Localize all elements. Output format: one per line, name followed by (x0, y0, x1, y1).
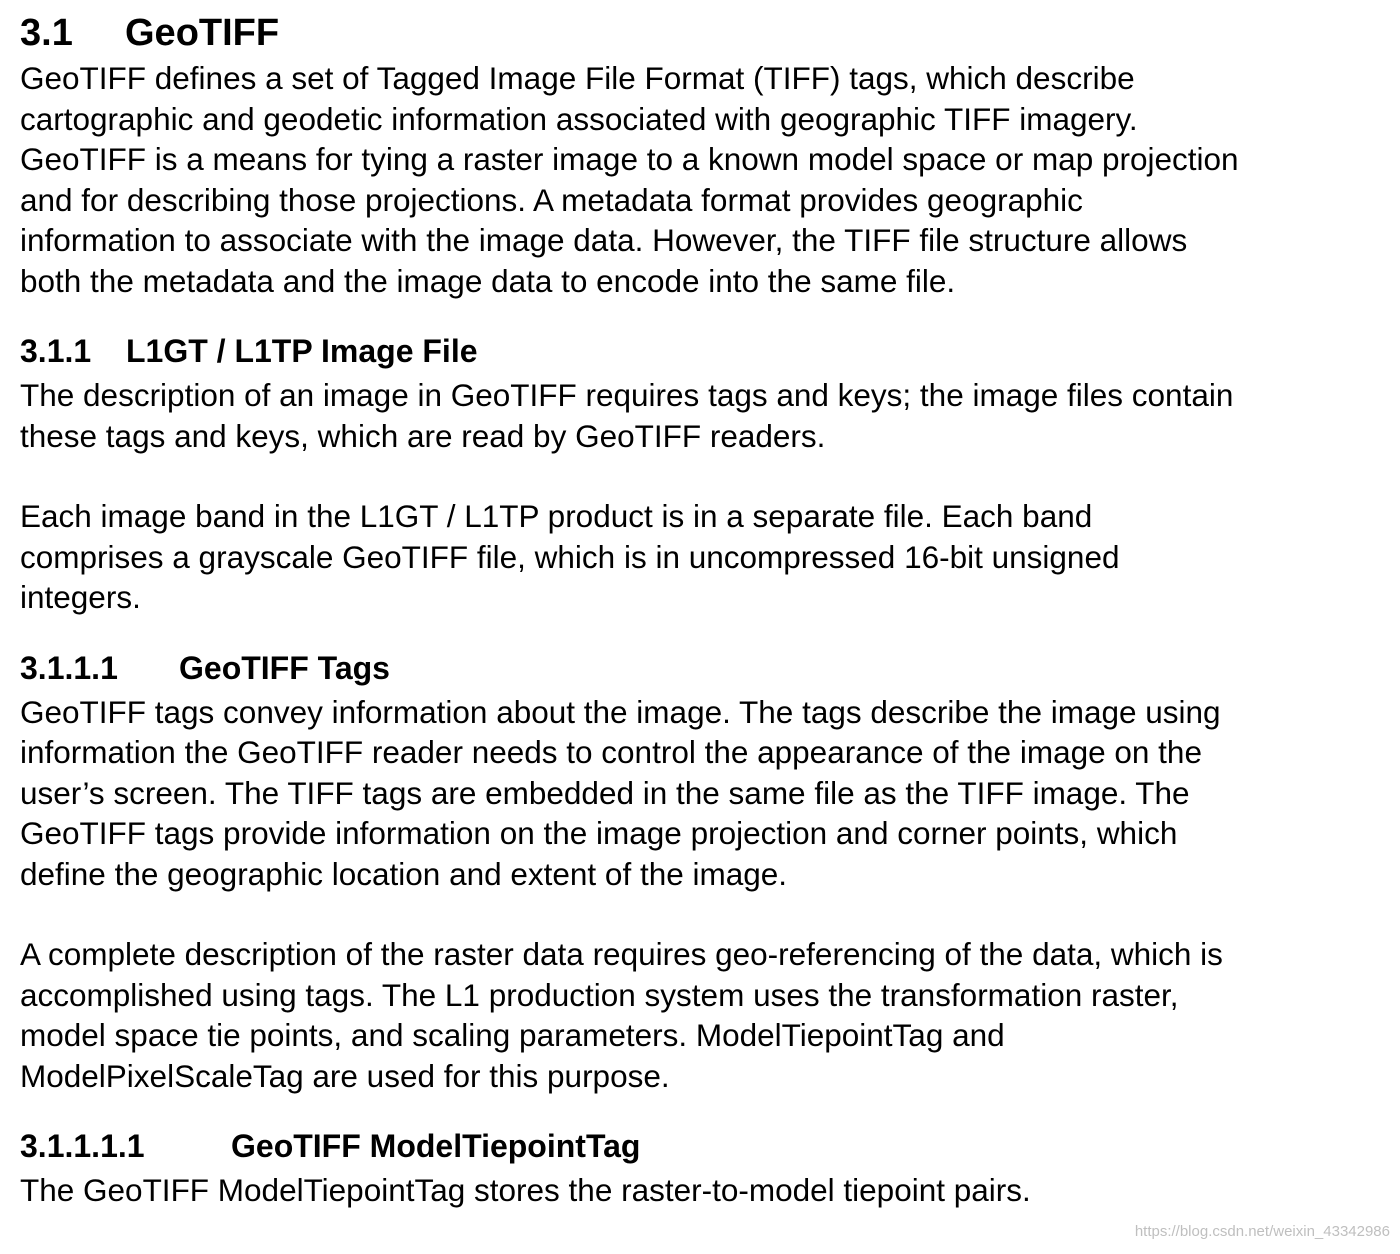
section-title: GeoTIFF Tags (179, 649, 390, 686)
paragraph-image-description (20, 375, 1392, 456)
section-title: GeoTIFF ModelTiepointTag (231, 1128, 641, 1164)
text-line: accomplished using tags. The L1 production system uses the transformation raster, (20, 976, 1179, 1013)
section-number: 3.1.1.1.1 (20, 1128, 145, 1164)
paragraph-image-band (20, 496, 1392, 618)
paragraph-georeferencing (20, 934, 1392, 1096)
text-line: GeoTIFF tags convey information about the image. The tags describe the image using (20, 693, 1221, 730)
paragraph-spacer (20, 456, 1392, 496)
section-heading-3-1-1-1-1 (20, 1126, 1392, 1166)
text-line: these tags and keys, which are read by GeoTIFF readers. (20, 417, 826, 454)
text-line: A complete description of the raster data requires geo-referencing of the data, which is (20, 936, 1223, 972)
section-number: 3.1 (20, 12, 73, 54)
text-line: both the metadata and the image data to encode into the same file. (20, 262, 956, 299)
paragraph-geotiff-intro (20, 58, 1392, 301)
text-line: GeoTIFF defines a set of Tagged Image File Format (TIFF) tags, which describe (20, 60, 1135, 96)
section-title: GeoTIFF (125, 12, 280, 54)
text-line: integers. (20, 579, 141, 615)
section-heading-3-1-1 (20, 331, 1392, 371)
text-line: information to associate with the image data. However, the TIFF file structure allows (20, 222, 1188, 258)
section-heading-3-1 (20, 10, 1392, 56)
text-line: information the GeoTIFF reader needs to control the appearance of the image on the (20, 734, 1202, 770)
text-line: Each image band in the L1GT / L1TP product is in a separate file. Each band (20, 498, 1093, 534)
section-heading-3-1-1-1 (20, 648, 1392, 688)
document-page (20, 0, 1392, 1211)
text-line: The description of an image in GeoTIFF requires tags and keys; the image files contain (20, 377, 1234, 413)
text-line: model space tie points, and scaling parameters. ModelTiepointTag and (20, 1017, 1005, 1053)
section-number: 3.1.1.1 (20, 649, 118, 686)
section-title: L1GT / L1TP Image File (126, 333, 478, 369)
text-line: user’s screen. The TIFF tags are embedded in the same file as the TIFF image. The (20, 774, 1190, 811)
text-line: ModelPixelScaleTag are used for this purpose. (20, 1057, 670, 1094)
text-line: The GeoTIFF ModelTiepointTag stores the raster-to-model tiepoint pairs. (20, 1172, 1031, 1208)
watermark-url: https://blog.csdn.net/weixin_43342986 (1134, 1223, 1390, 1240)
text-line: GeoTIFF is a means for tying a raster image to a known model space or map projection (20, 141, 1239, 177)
text-line: comprises a grayscale GeoTIFF file, which is in uncompressed 16-bit unsigned (20, 538, 1120, 575)
paragraph-spacer (20, 894, 1392, 934)
paragraph-tiepoint-tag (20, 1170, 1392, 1211)
text-line: and for describing those projections. A metadata format provides geographic (20, 181, 1083, 218)
section-number: 3.1.1 (20, 333, 92, 369)
paragraph-geotiff-tags (20, 692, 1392, 895)
text-line: GeoTIFF tags provide information on the image projection and corner points, which (20, 815, 1178, 851)
text-line: cartographic and geodetic information associated with geographic TIFF imagery. (20, 100, 1138, 137)
text-line: define the geographic location and extent of the image. (20, 855, 788, 892)
